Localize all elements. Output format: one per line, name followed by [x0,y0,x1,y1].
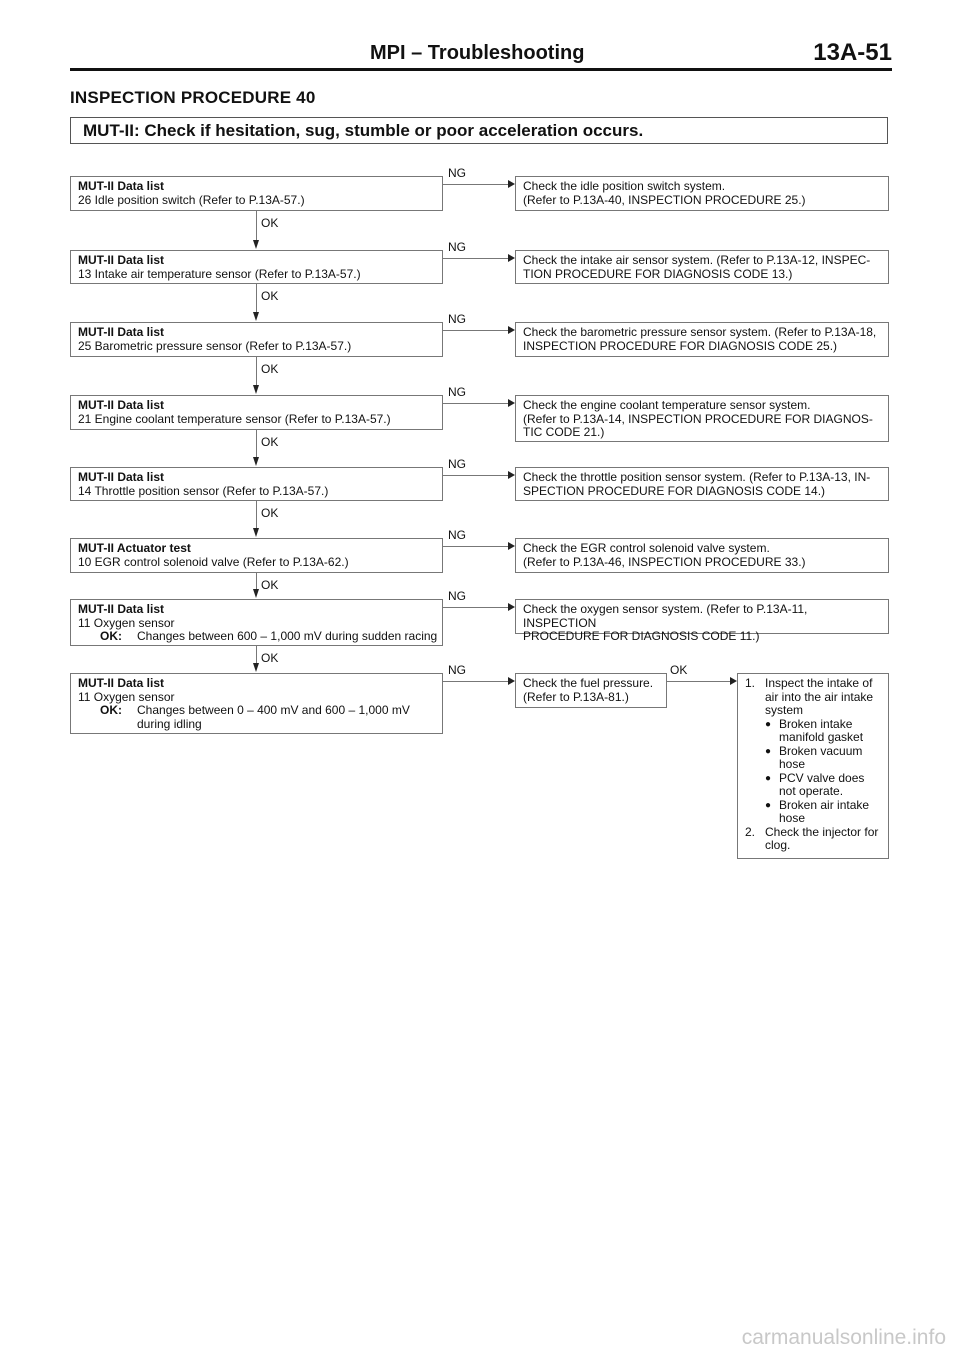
bullet-icon: ● [765,745,772,757]
arrow-down-icon [253,589,259,598]
arrow-down-icon [253,528,259,537]
bullet-icon: ● [765,799,772,811]
ng-label: NG [448,385,466,399]
step-heading: MUT-II Actuator test [78,541,191,555]
arrow-down-icon [253,240,259,249]
ng-action-box-1 [515,176,889,211]
step-heading: MUT-II Data list [78,470,165,484]
list-text: Inspect the intake of air into the air intake system [765,676,874,717]
step-line: 11 Oxygen sensor [78,689,175,704]
main-check-box: MUT-II: Check if hesitation, sug, stumble or poor acceleration occurs. [70,117,888,144]
bullet-text: PCV valve does not operate. [779,770,865,798]
ng-action-box-7 [515,599,889,643]
arrow-right-icon [730,677,737,685]
page-title: MPI – Troubleshooting [370,42,585,64]
bullet-icon: ● [765,718,772,730]
ng-connector-line [443,607,509,608]
bullet-text: Broken vacuum hose [779,743,863,771]
arrow-down-icon [253,457,259,466]
ok-connector-line [256,211,257,242]
ng-connector-line [443,403,509,404]
bullet-icon: ● [765,772,772,784]
arrow-right-icon [508,399,515,407]
step-box-8 [70,673,443,734]
ok-connector-line [256,430,257,459]
step-heading: MUT-II Data list [78,325,165,339]
ok-connector-line [667,681,731,682]
ok-label: OK [261,362,279,376]
ng-label: NG [448,589,466,603]
ng-label: NG [448,166,466,180]
ng-action-line: Check the fuel pressure. [523,676,654,690]
ng-action-line: PROCEDURE FOR DIAGNOSIS CODE 11.) [523,629,760,643]
ng-connector-line [443,330,509,331]
bullet-text: Broken air intake hose [779,797,870,825]
watermark: carmanualsonline.info [741,1326,946,1349]
ng-connector-line [443,475,509,476]
arrow-right-icon [508,254,515,262]
ng-action-box-5 [515,467,889,501]
ng-label: NG [448,312,466,326]
ng-action-line: (Refer to P.13A-40, INSPECTION PROCEDURE 25.) [523,192,806,207]
ng-label: NG [448,457,466,471]
step-box-1 [70,176,443,211]
ok-condition: Changes between 600 – 1,000 mV during sudden racing [137,629,438,643]
ng-action-line: Check the EGR control solenoid valve system. [523,541,770,555]
step-heading: MUT-II Data list [78,253,165,267]
ok-connector-line [256,501,257,530]
arrow-right-icon [508,603,515,611]
arrow-right-icon [508,542,515,550]
ng-action-line: (Refer to P.13A-81.) [523,689,629,704]
arrow-down-icon [253,385,259,394]
bullet-text: Broken intake manifold gasket [779,716,864,744]
ok-connector-line [256,284,257,314]
ng-action-box-6 [515,538,889,573]
ok-label: OK [261,289,279,303]
arrow-down-icon [253,312,259,321]
ok-label: OK [261,651,279,665]
step-box-5 [70,467,443,501]
ok-condition: Changes between 0 – 400 mV and 600 – 1,000 mV during idling [137,703,410,731]
ng-connector-line [443,546,509,547]
ok-label: OK [261,578,279,592]
step-box-4 [70,395,443,430]
step-heading: MUT-II Data list [78,398,165,412]
arrow-right-icon [508,677,515,685]
ng-action-box-8 [515,673,667,708]
ng-connector-line [443,681,509,682]
step-line: 25 Barometric pressure sensor (Refer to P.13A-57.) [78,338,352,353]
ng-action-line: Check the intake air sensor system. (Refer to P.13A-12, INSPEC- [523,253,871,267]
ng-action-box-3 [515,322,889,357]
ng-action-line: (Refer to P.13A-14, INSPECTION PROCEDURE FOR DIAGNOS- [523,411,873,426]
ng-action-line: Check the engine coolant temperature sensor system. [523,398,811,412]
page-number: 13A-51 [813,39,892,66]
step-box-7 [70,599,443,646]
step-heading: MUT-II Data list [78,179,165,193]
ng-connector-line [443,258,509,259]
arrow-right-icon [508,326,515,334]
ng-action-line: TION PROCEDURE FOR DIAGNOSIS CODE 13.) [523,266,793,281]
ng-action-box-2 [515,250,889,284]
final-action-box [737,673,889,859]
step-line: 14 Throttle position sensor (Refer to P.13A-57.) [78,483,329,498]
step-box-6 [70,538,443,573]
ok-label: OK: [100,629,122,643]
ng-action-box-4 [515,395,889,442]
step-box-3 [70,322,443,357]
procedure-title: INSPECTION PROCEDURE 40 [70,88,316,107]
step-heading: MUT-II Data list [78,602,165,616]
ng-action-line: (Refer to P.13A-46, INSPECTION PROCEDURE 33.) [523,554,806,569]
ng-label: NG [448,240,466,254]
page-header [70,38,892,72]
list-text: Check the injector for clog. [765,824,879,852]
step-heading: MUT-II Data list [78,676,165,690]
list-number: 2. [745,824,756,839]
ok-label: OK [670,663,688,677]
arrow-right-icon [508,471,515,479]
step-line: 21 Engine coolant temperature sensor (Refer to P.13A-57.) [78,411,391,426]
ng-action-line: Check the throttle position sensor system. (Refer to P.13A-13, IN- [523,470,871,484]
arrow-right-icon [508,180,515,188]
step-line: 13 Intake air temperature sensor (Refer to P.13A-57.) [78,266,361,281]
step-line: 10 EGR control solenoid valve (Refer to P.13A-62.) [78,554,349,569]
ng-label: NG [448,663,466,677]
ng-action-line: Check the barometric pressure sensor system. (Refer to P.13A-18, [523,325,877,339]
step-line: 11 Oxygen sensor [78,615,175,630]
ng-connector-line [443,184,509,185]
ng-label: NG [448,528,466,542]
ok-label: OK [261,216,279,230]
header-rule [70,68,892,71]
ng-action-line: SPECTION PROCEDURE FOR DIAGNOSIS CODE 14.) [523,483,826,498]
ok-label: OK [261,435,279,449]
arrow-down-icon [253,663,259,672]
ng-action-line: Check the idle position switch system. [523,179,726,193]
ok-connector-line [256,357,257,387]
list-number: 1. [745,676,756,690]
ng-action-line: TIC CODE 21.) [523,425,605,439]
ok-label: OK [261,506,279,520]
step-line: 26 Idle position switch (Refer to P.13A-57.) [78,192,305,207]
ok-label: OK: [100,703,122,717]
ng-action-line: INSPECTION PROCEDURE FOR DIAGNOSIS CODE 25.) [523,338,838,353]
ng-action-line: Check the oxygen sensor system. (Refer to P.13A-11, INSPECTION [523,602,808,630]
step-box-2 [70,250,443,284]
